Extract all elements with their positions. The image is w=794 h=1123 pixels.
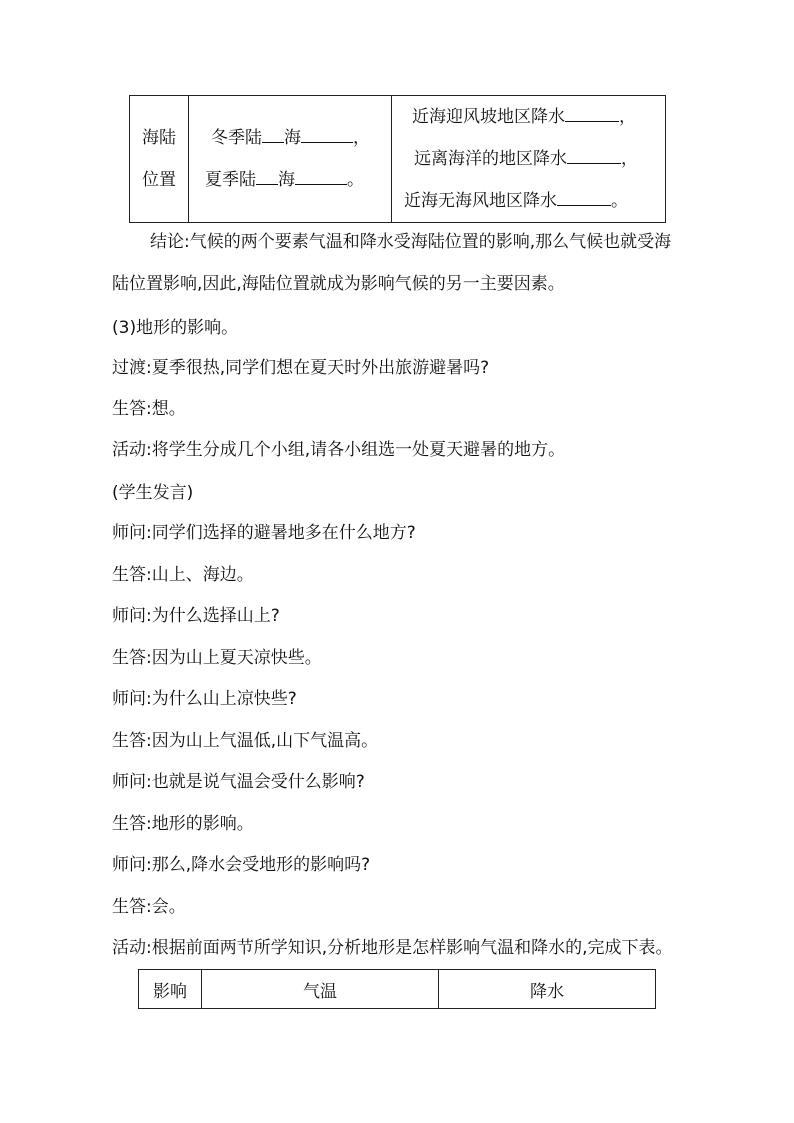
row-label-line1: 海陆: [142, 128, 176, 148]
summer-end: 。: [347, 170, 364, 190]
text-line: 师问:为什么选择山上?: [112, 606, 280, 626]
land-sea-position-table: [129, 95, 666, 223]
precip-line-2-end: ，: [621, 149, 638, 169]
text-line: (3)地形的影响。: [112, 318, 239, 338]
text-line: 师问:那么,降水会受地形的影响吗?: [112, 855, 371, 875]
text-line: 活动:将学生分成几个小组,请各小组选一处夏天避暑的地方。: [112, 440, 566, 460]
summer-prefix: 夏季陆: [205, 170, 256, 190]
text-line: 活动:根据前面两节所学知识,分析地形是怎样影响气温和降水的,完成下表。: [112, 938, 673, 958]
winter-blank[interactable]: [301, 125, 353, 143]
text-line: 生答:地形的影响。: [112, 814, 254, 834]
row-label-cell: [130, 96, 189, 223]
header-precipitation: 降水: [439, 970, 656, 1009]
precipitation-cell: [392, 96, 666, 223]
text-line: 生答:因为山上气温低,山下气温高。: [112, 731, 379, 751]
conclusion-line-2: 陆位置影响,因此,海陆位置就成为影响气候的另一主要因素。: [112, 274, 565, 294]
precip-line-3-end: 。: [611, 191, 628, 211]
summer-line: [189, 159, 391, 201]
winter-blank-short[interactable]: [262, 125, 284, 143]
winter-prefix: 冬季陆: [211, 128, 262, 148]
precip-line-1: [392, 96, 665, 138]
summer-blank-short[interactable]: [256, 167, 278, 185]
summer-mid: 海: [278, 170, 295, 190]
text-line: 师问:也就是说气温会受什么影响?: [112, 772, 365, 792]
winter-end: ，: [353, 128, 370, 148]
terrain-influence-table: [138, 969, 656, 1009]
row-label-line2: 位置: [142, 170, 176, 190]
precip-blank-1[interactable]: [565, 104, 619, 122]
precip-line-3-text: 近海无海风地区降水: [404, 191, 557, 211]
text-line: 生答:因为山上夏天凉快些。: [112, 648, 322, 668]
winter-line: [189, 117, 391, 159]
text-line: 师问:为什么山上凉快些?: [112, 689, 297, 709]
precip-line-1-end: ，: [619, 107, 636, 127]
text-line: 生答:山上、海边。: [112, 565, 254, 585]
precip-blank-2[interactable]: [567, 146, 621, 164]
conclusion-line-1: 结论:气候的两个要素气温和降水受海陆位置的影响,那么气候也就受海: [150, 232, 672, 252]
summer-blank[interactable]: [295, 167, 347, 185]
text-line: 生答:想。: [112, 399, 186, 419]
text-line: 师问:同学们选择的避暑地多在什么地方?: [112, 523, 416, 543]
header-influence: 影响: [139, 970, 202, 1009]
precip-line-2-text: 远离海洋的地区降水: [414, 149, 567, 169]
table-header-row: [139, 970, 656, 1009]
precip-blank-3[interactable]: [557, 188, 611, 206]
temperature-cell: [189, 96, 392, 223]
text-line: 过渡:夏季很热,同学们想在夏天时外出旅游避暑吗?: [112, 358, 490, 378]
winter-mid: 海: [284, 128, 301, 148]
header-temperature: 气温: [202, 970, 439, 1009]
text-line: 生答:会。: [112, 897, 186, 917]
precip-line-2: [392, 138, 665, 180]
precip-line-3: [392, 180, 665, 222]
text-line: (学生发言): [112, 483, 194, 503]
table-row: [130, 96, 666, 223]
precip-line-1-text: 近海迎风坡地区降水: [412, 107, 565, 127]
